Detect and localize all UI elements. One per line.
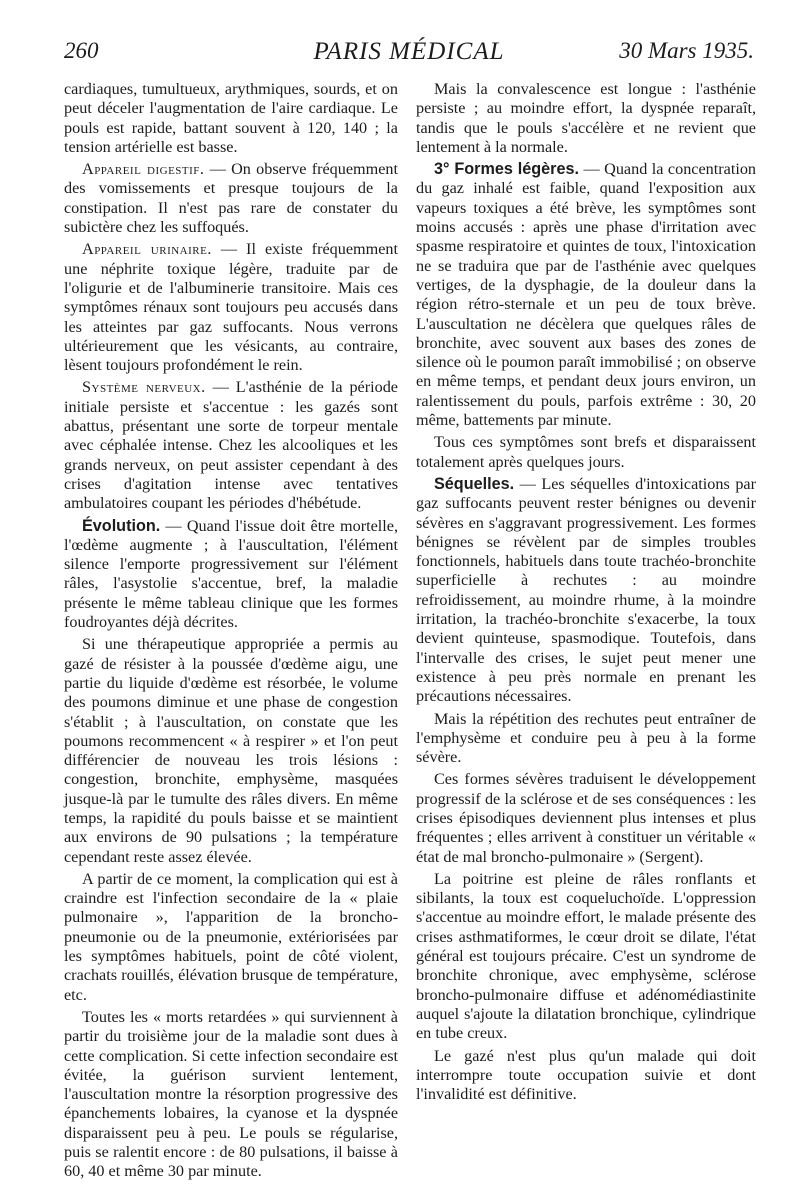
paragraph: Le gazé n'est plus qu'un malade qui doit interrompre toute occupation suivie et dont l'invalidité est définitive. xyxy=(416,1046,756,1104)
section-heading: Évolution. xyxy=(82,516,161,535)
paragraph: Système nerveux. — L'asthénie de la période initiale persiste et s'accentue : les gazés sont abattus, présentant une sorte de torpeur mentale avec céphalée intense. Chez les alcooliques et les grands nerveux, on peut assister cependant à des crises d'agitation intense avec tentatives ambulatoires coupant les périodes d'hébétude. xyxy=(64,378,398,513)
paragraph: Appareil digestif. — On observe fréquemment des vomissements et presque toujours de la constipation. Il n'est pas rare de constater du subictère chez les suffoqués. xyxy=(64,160,399,237)
paragraph: Appareil urinaire. — Il existe fréquemment une néphrite toxique légère, traduite par de l'oligurie et de l'albuminerie transitoire. Mais ces symptômes rénaux sont toujours peu accusés dans les atteintes par gaz suffocants. Nous verrons ultérieurement que les vésicants, au contraire, lèsent toujours profondément le rein. xyxy=(64,240,398,375)
paragraph: Ces formes sévères traduisent le développement progressif de la sclérose et de ses conséquences : les crises épisodiques deviennent plus intenses et plus fréquentes ; elles arrivent à constituer un véritable « état de mal broncho-pulmonaire » (Sergent). xyxy=(416,770,756,866)
section-heading: Système nerveux. xyxy=(82,378,206,397)
issue-date: 30 Mars 1935. xyxy=(619,38,754,63)
paragraph: Toutes les « morts retardées » qui surviennent à partir du troisième jour de la maladie sont dues à cette complication. Si cette infection secondaire est évitée, la guérison survient lentement, l'auscultation montre la résorption progressive des épanchements lobaires, la cyanose et la dyspnée disparaissent peu à peu. Le pouls se régularise, puis se ralentit encore : de 80 pulsations, il baisse à 60, 40 et même 30 par minute. xyxy=(64,1007,398,1181)
right-column xyxy=(416,80,756,1107)
paragraph: A partir de ce moment, la complication qui est à craindre est l'infection secondaire de la « plaie pulmonaire », l'apparition de la broncho-pneumonie ou de la pneumonie, extériorisées par les symptômes habituels, point de côté violent, crachats rouillés, élévation brusque de température, etc. xyxy=(64,869,398,1004)
section-heading: Séquelles. xyxy=(434,474,515,493)
paragraph: Tous ces symptômes sont brefs et disparaissent totalement après quelques jours. xyxy=(416,433,756,471)
paragraph: Séquelles. — Les séquelles d'intoxications par gaz suffocants peuvent rester bénignes ou devenir sévères en s'aggravant progressivement. Les formes bénignes se révèlent par de simples troubles fonctionnels, habituels dans toute trachéo-bronchite superficielle à rechutes : au moindre refroidissement, au moindre rhume, à la moindre irritation, la trachéo-bronchite s'exacerbe, la toux devient quinteuse, spasmodique. Toutefois, dans l'intervalle des crises, le sujet peut mener une existence à peu près normale en prenant les précautions nécessaires. xyxy=(416,474,756,706)
paragraph: cardiaques, tumultueux, arythmiques, sourds, et on peut déceler l'augmentation de l'aire cardiaque. Le pouls est rapide, battant souvent à 120, 140 ; la tension artérielle est basse. xyxy=(64,80,398,156)
paragraph: Mais la convalescence est longue : l'asthénie persiste ; au moindre effort, la dyspnée reparaît, tandis que le pouls s'accélère et ne revient que lentement à la normale. xyxy=(416,80,756,156)
paragraph: Évolution. — Quand l'issue doit être mortelle, l'œdème augmente ; à l'auscultation, l'élément silence l'emporte progressivement sur l'élément râles, l'asystolie s'accentue, bref, la maladie présente le même tableau clinique que les formes foudroyantes déjà décrites. xyxy=(64,516,398,632)
section-heading: 3° Formes légères. xyxy=(434,160,579,179)
running-header xyxy=(64,38,754,72)
section-heading: Appareil digestif. xyxy=(82,160,205,179)
section-heading: Appareil urinaire. xyxy=(82,240,212,259)
journal-title: PARIS MÉDICAL xyxy=(313,38,505,65)
paragraph: Mais la répétition des rechutes peut entraîner de l'emphysème et conduire peu à peu à la forme sévère. xyxy=(416,709,756,767)
left-column xyxy=(64,80,398,1185)
paragraph: 3° Formes légères. — Quand la concentration du gaz inhalé est faible, quand l'exposition aux vapeurs toxiques a été brève, les symptômes sont moins accusés : après une phase d'irritation avec spasme respiratoire et quintes de toux, l'intoxication ne se traduira que par de l'asthénie avec quelques vertiges, de la dysphagie, de la douleur dans la région rétro-sternale et un peu de toux brève. L'auscultation ne décèlera que quelques râles de bronchite, avec souvent aux bases des zones de silence où le poumon paraît immobilisé ; on observe en même temps, et pendant deux jours environ, un ralentissement du pouls, parfois extrême : 30, 20 même, battements par minute. xyxy=(416,160,757,430)
page-number: 260 xyxy=(64,38,99,63)
paragraph: Si une thérapeutique appropriée a permis au gazé de résister à la poussée d'œdème aigu, une partie du liquide d'œdème est résorbée, le volume des poumons diminue et une phase de congestion s'établit ; à l'auscultation, on constate que les poumons recommencent « à respirer » et l'on peut différencier de nouveau les trois lésions : congestion, bronchite, emphysème, masquées jusque-là par le tumulte des râles divers. En même temps, la rapidité du pouls baisse et se maintient aux environs de 90 pulsations ; la température cependant reste assez élevée. xyxy=(64,635,398,866)
paragraph: La poitrine est pleine de râles ronflants et sibilants, la toux est coqueluchoïde. L'oppression s'accentue au moindre effort, le malade présente des crises asthmatiformes, le cœur droit se dilate, l'état général est toujours précaire. C'est un syndrome de bronchite chronique, avec emphysème, sclérose broncho-pulmonaire diffuse et adénomédiastinite auquel s'ajoute la dilatation bronchique, cylindrique en tube creux. xyxy=(416,869,756,1043)
